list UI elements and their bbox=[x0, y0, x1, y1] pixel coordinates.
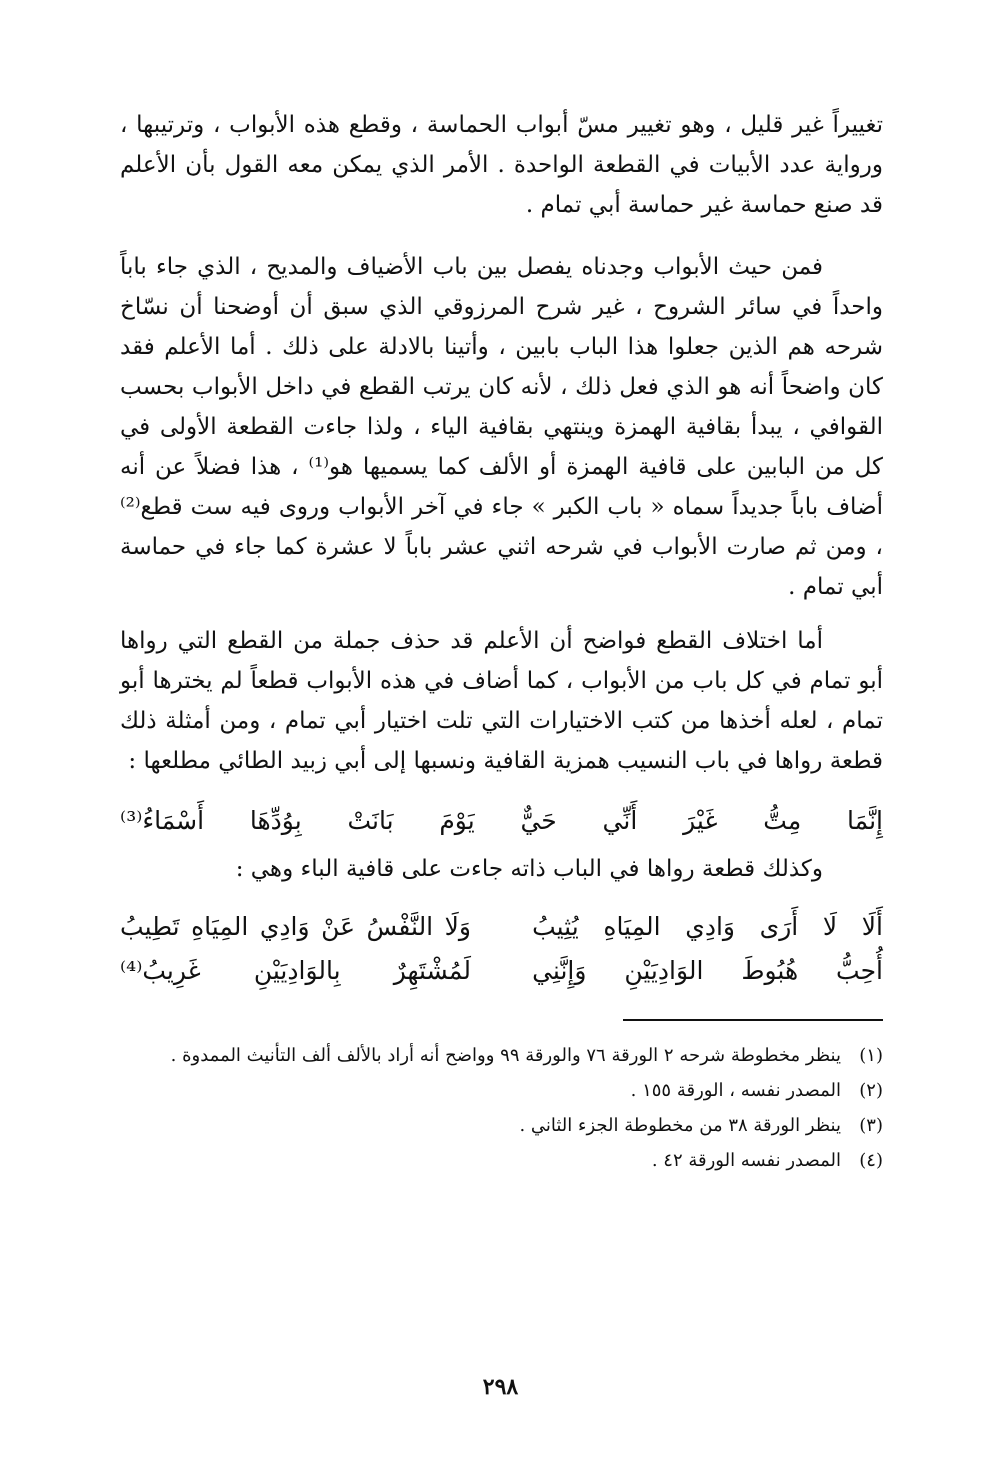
verse-word: المِيَاهِ bbox=[603, 912, 661, 941]
paragraph-2: فمن حيث الأبواب وجدناه يفصل بين باب الأضياف والمديح ، الذي جاء باباً واحداً في سائر الشروح ، غير شرح المرزوقي الذي سبق أن أوضحنا أن نسّاخ شرحه هم الذين جعلوا هذا الباب بابين ، وأتينا بالادلة على ذلك . أما الأعلم فقد كان واضحاً أنه هو الذي فعل ذلك ، لأنه كان يرتب القطع في داخل الأبواب بحسب القوافي ، يبدأ بقافية الهمزة وينتهي بقافية الياء ، ولذا جاءت القطعة الأولى في كل من البابين على قافية الهمزة أو الألف كما يسميها هو⁽¹⁾ ، هذا فضلاً عن أنه أضاف باباً جديداً سماه « باب الكبر » جاء في آخر الأبواب وروى فيه ست قطع⁽²⁾ ، ومن ثم صارت الأبواب في شرحه اثني عشر باباً لا عشرة كما جاء في حماسة أبي تمام . bbox=[120, 254, 883, 600]
verse-word: النَّفْسُ bbox=[366, 912, 434, 941]
verse-word: أَرَى bbox=[759, 912, 799, 941]
verse-word: إِنَّمَا bbox=[847, 806, 883, 835]
verse-word: غَرِيبُ⁽⁴⁾ bbox=[120, 956, 201, 985]
page-number: ٢٩٨ bbox=[482, 1374, 519, 1400]
verse-word: يَوْمَ bbox=[439, 806, 475, 835]
footnote-2 bbox=[120, 1074, 883, 1107]
paragraph-1: تغييراً غير قليل ، وهو تغيير مسّ أبواب الحماسة ، وقطع هذه الأبواب ، وترتيبها ، ورواية عدد الأبيات في القطعة الواحدة . الأمر الذي يمكن معه القول بأن الأعلم قد صنع حماسة غير حماسة أبي تمام . bbox=[120, 112, 883, 218]
verse-word: بِوُدِّهَا bbox=[249, 806, 302, 835]
verse-word: أَنِّي bbox=[602, 806, 638, 835]
footnote-3 bbox=[120, 1109, 883, 1142]
page-body bbox=[120, 105, 883, 1477]
hemistich-right bbox=[532, 905, 883, 949]
footnote-4 bbox=[120, 1144, 883, 1177]
footnote-number: (٣) bbox=[859, 1115, 883, 1136]
verse-word: تَطِيبُ bbox=[120, 912, 180, 941]
couplet-line-2 bbox=[120, 949, 883, 993]
verse-word: يُثِيبُ bbox=[532, 912, 579, 941]
verse-word: حَيٌّ bbox=[520, 806, 557, 835]
verse-word: بِالوَادِيَيْنِ bbox=[253, 956, 341, 985]
verse-word: وَإِنَّنِي bbox=[532, 956, 587, 985]
footnote-number: (٢) bbox=[859, 1080, 883, 1101]
verse-word: غَيْرَ bbox=[683, 806, 718, 835]
footnote-text: المصدر نفسه ، الورقة ١٥٥ . bbox=[630, 1080, 841, 1101]
verse-couplet-ba bbox=[120, 905, 883, 993]
verse-word: وَادِي bbox=[259, 912, 310, 941]
verse-word: أُحِبُّ bbox=[836, 956, 883, 985]
verse-word: لَا bbox=[822, 912, 838, 941]
verse-word: الوَادِيَيْنِ bbox=[624, 956, 704, 985]
verse-word: أَلَا bbox=[861, 912, 883, 941]
verse-word: هُبُوطَ bbox=[741, 956, 799, 985]
verse-word: المِيَاهِ bbox=[191, 912, 249, 941]
footnote-divider bbox=[623, 1019, 883, 1021]
footnotes bbox=[120, 1039, 883, 1177]
verse-word: لَمُشْتَهِرٌ bbox=[393, 956, 471, 985]
footnote-1 bbox=[120, 1039, 883, 1072]
hemistich-left bbox=[120, 949, 471, 993]
verse-word: بَانَتْ bbox=[347, 806, 394, 835]
paragraph-3: أما اختلاف القطع فواضح أن الأعلم قد حذف جملة من القطع التي رواها أبو تمام في كل باب من الأبواب ، كما أضاف في هذه الأبواب قطعاً لم يخترها أبو تمام ، لعله أخذها من كتب الاختيارات التي تلت اختيار أبي تمام ، ومن أمثلة ذلك قطعة رواها في باب النسيب همزية القافية ونسبها إلى أبي زبيد الطائي مطلعها : bbox=[120, 628, 883, 774]
footnote-text: ينظر مخطوطة شرحه ٢ الورقة ٧٦ والورقة ٩٩ وواضح أنه أراد بالألف ألف التأنيث الممدوة . bbox=[170, 1045, 841, 1066]
couplet-line-1 bbox=[120, 905, 883, 949]
verse-word: وَلَا bbox=[444, 912, 471, 941]
footnote-number: (٤) bbox=[859, 1150, 883, 1171]
verse-word: مِتُّ bbox=[763, 806, 802, 835]
verse-word: وَادِي bbox=[685, 912, 735, 941]
footnote-number: (١) bbox=[859, 1045, 883, 1066]
verse-line-hamza bbox=[120, 799, 883, 843]
verse-word: عَنْ bbox=[321, 912, 356, 941]
lead-text-ba: وكذلك قطعة رواها في الباب ذاته جاءت على قافية الباء وهي : bbox=[235, 856, 823, 882]
hemistich-left bbox=[120, 905, 471, 949]
verse-word: أَسْمَاءُ⁽³⁾ bbox=[120, 806, 205, 835]
footnote-text: المصدر نفسه الورقة ٤٢ . bbox=[651, 1150, 841, 1171]
footnote-text: ينظر الورقة ٣٨ من مخطوطة الجزء الثاني . bbox=[519, 1115, 841, 1136]
hemistich-right bbox=[532, 949, 883, 993]
